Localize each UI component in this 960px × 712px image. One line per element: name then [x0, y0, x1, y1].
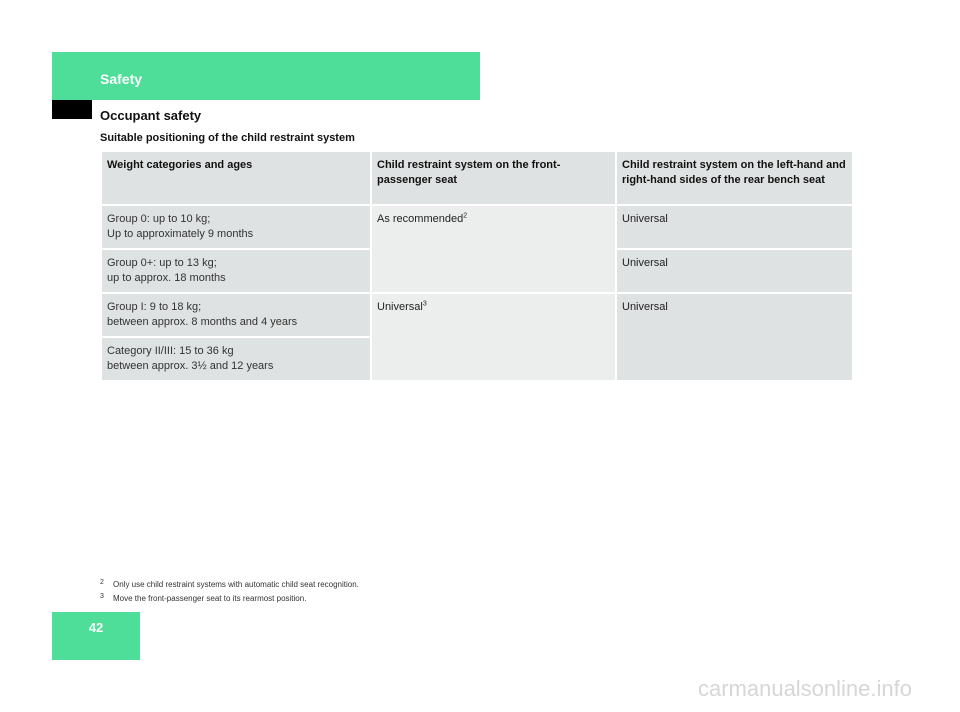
weight-cell — [101, 293, 371, 337]
child-restraint-table — [100, 150, 854, 382]
column-header-rear-seat: Child restraint system on the left-hand and right-hand sides of the rear bench seat — [616, 151, 853, 205]
column-header-front-seat: Child restraint system on the front-passenger seat — [371, 151, 616, 205]
section-tab-marker — [52, 100, 92, 119]
footnote-number: 3 — [100, 593, 104, 600]
weight-text: Group 0+: up to 13 kg; — [107, 257, 217, 269]
watermark: carmanualsonline.info — [697, 676, 912, 701]
rear-seat-cell: Universal — [616, 293, 853, 381]
age-text: between approx. 3½ and 12 years — [107, 360, 274, 372]
weight-text: Group I: 9 to 18 kg; — [107, 301, 202, 313]
rear-seat-cell: Universal — [616, 249, 853, 293]
age-text: Up to approximately 9 months — [107, 228, 254, 240]
table-header-row — [101, 151, 853, 205]
weight-text: Category II/III: 15 to 36 kg — [107, 345, 234, 357]
weight-cell — [101, 249, 371, 293]
front-seat-cell — [371, 293, 616, 381]
page-number-box — [52, 612, 140, 660]
front-seat-text: As recommended — [377, 213, 464, 225]
footnote-number: 2 — [100, 579, 104, 586]
age-text: between approx. 8 months and 4 years — [107, 316, 298, 328]
weight-text: Group 0: up to 10 kg; — [107, 213, 211, 225]
footnote-text: Move the front-passenger seat to its rearmost position. — [113, 594, 307, 603]
weight-cell — [101, 205, 371, 249]
footnote — [100, 592, 359, 606]
footnote-ref: 3 — [422, 300, 427, 308]
front-seat-cell — [371, 205, 616, 293]
column-header-weight: Weight categories and ages — [101, 151, 371, 205]
footnote-text: Only use child restraint systems with automatic child seat recognition. — [113, 580, 359, 589]
page-title: Occupant safety — [100, 108, 202, 123]
table-row — [101, 205, 853, 249]
table-heading: Suitable positioning of the child restraint system — [100, 132, 355, 144]
rear-seat-cell: Universal — [616, 205, 853, 249]
table-row — [101, 293, 853, 337]
weight-cell — [101, 337, 371, 381]
page-number: 42 — [88, 620, 104, 635]
footnotes — [100, 578, 359, 606]
front-seat-text: Universal — [377, 301, 423, 313]
footnote-ref: 2 — [463, 212, 468, 220]
section-label: Safety — [100, 71, 143, 87]
age-text: up to approx. 18 months — [107, 272, 226, 284]
footnote — [100, 578, 359, 592]
